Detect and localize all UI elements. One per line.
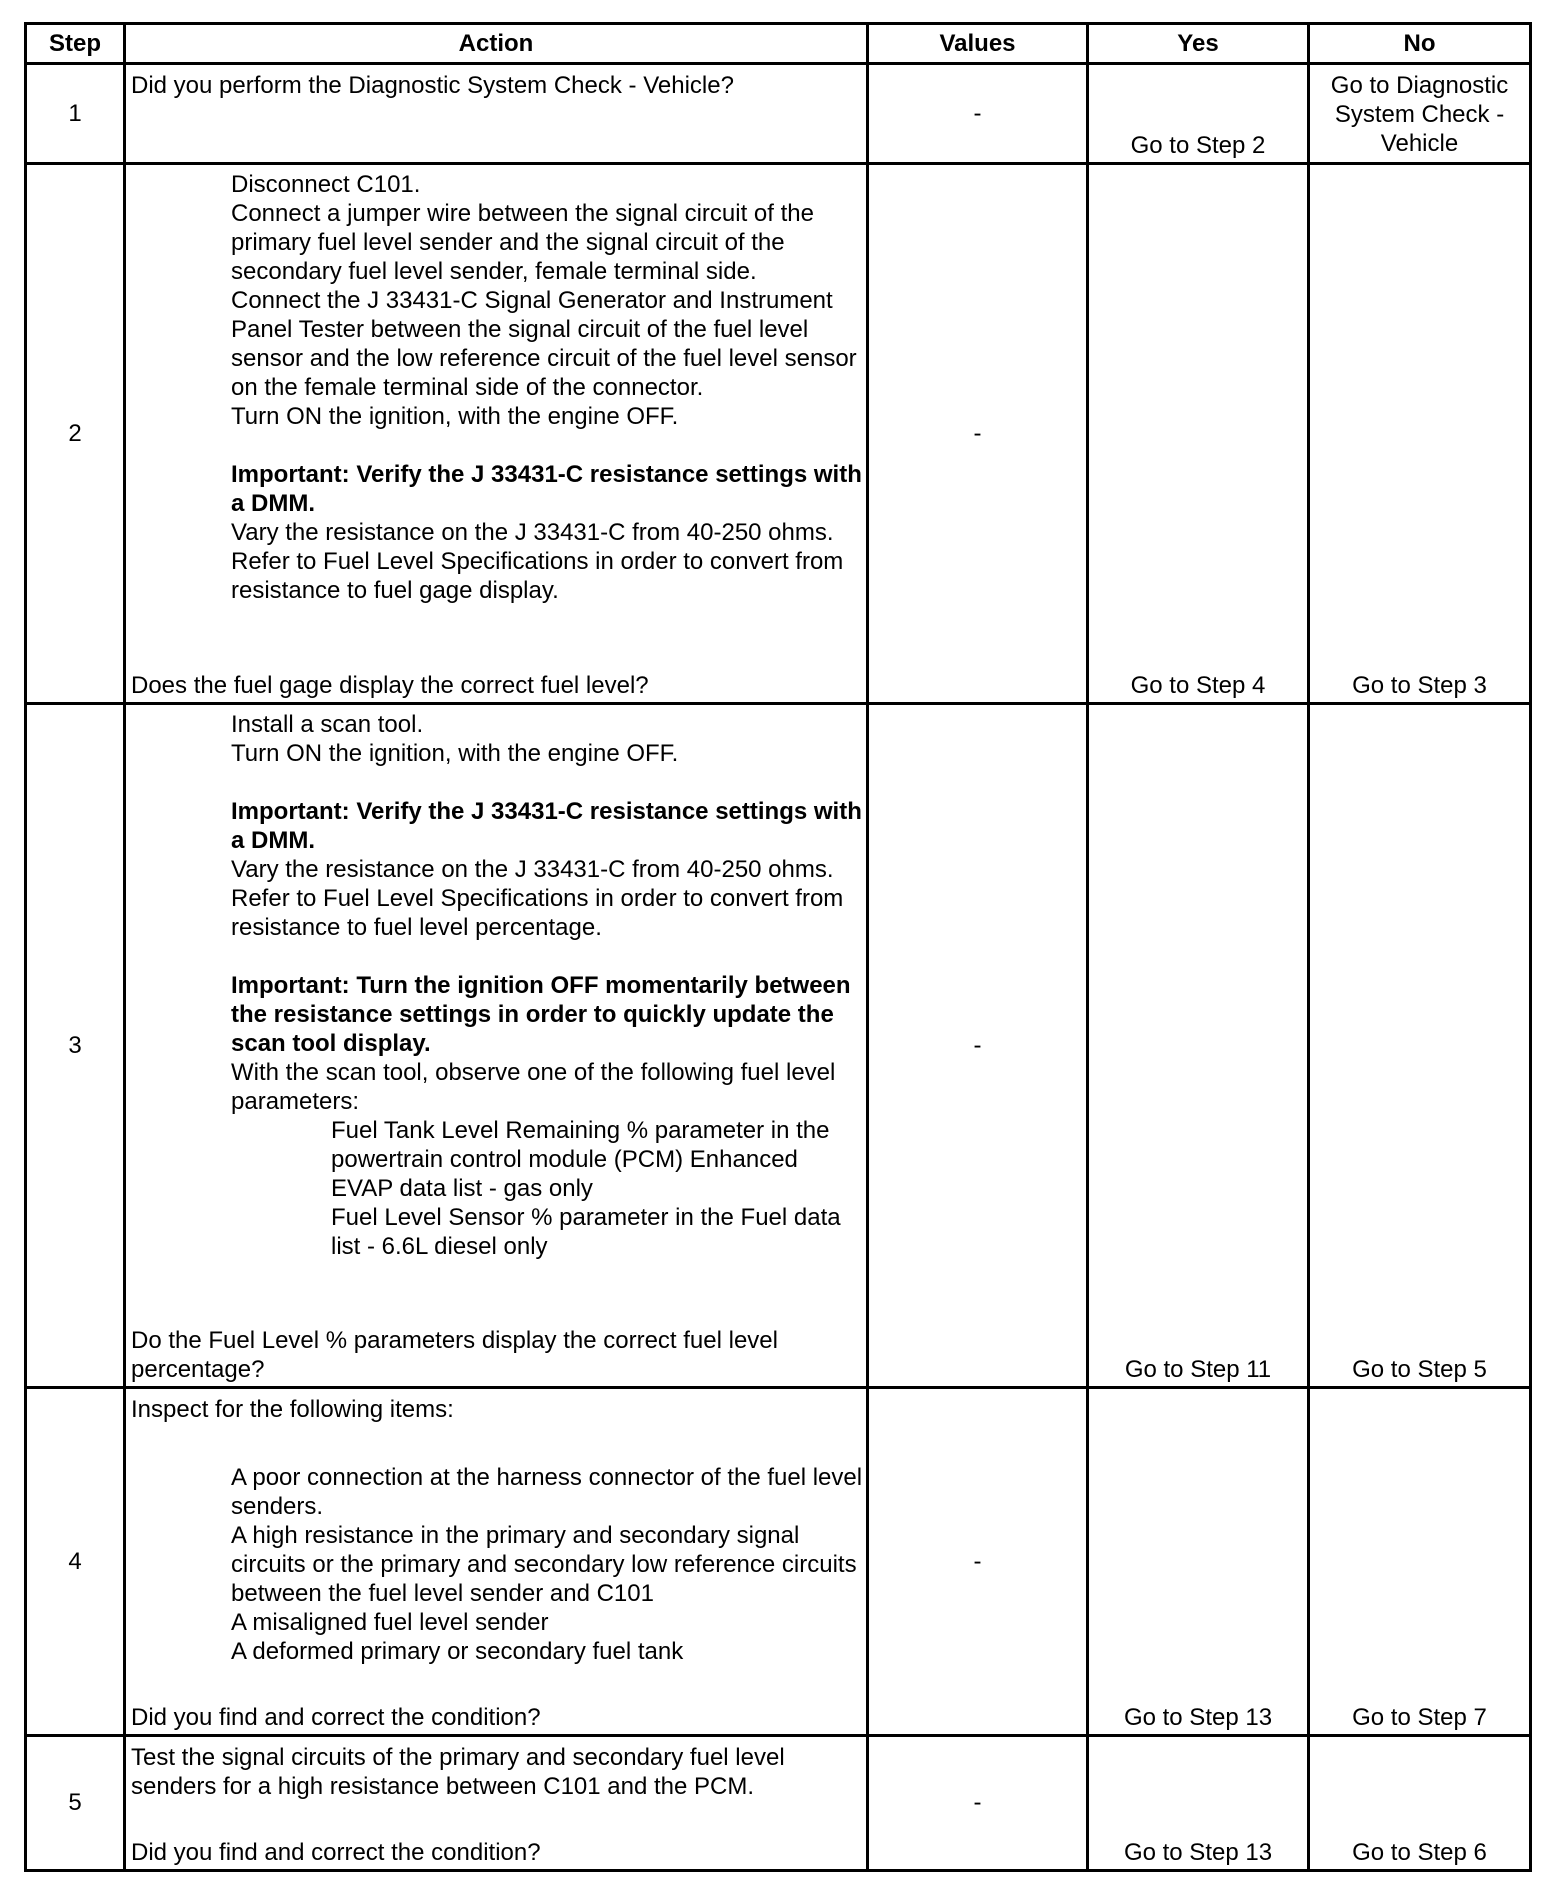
yes-cell (1088, 164, 1309, 704)
step-number: 1 (26, 64, 125, 164)
value-cell: - (868, 1388, 1088, 1736)
step-number: 3 (26, 704, 125, 1388)
table-row-step-4 (26, 1388, 1531, 1736)
instruction-line: Turn ON the ignition, with the engine OFF. (231, 403, 679, 430)
question-text: Did you find and correct the condition? (131, 1839, 541, 1866)
action-cell (125, 704, 868, 1388)
important-note: Important: Turn the ignition OFF momentarily between the resistance settings in order to quickly update the scan tool display. (231, 972, 851, 1057)
yes-cell (1088, 64, 1309, 164)
step-number: 5 (26, 1736, 125, 1871)
inspection-item: A deformed primary or secondary fuel tank (231, 1638, 684, 1665)
step-number: 2 (26, 164, 125, 704)
header-values: Values (868, 24, 1088, 64)
instruction-line: Refer to Fuel Level Specifications in order to convert from resistance to fuel level percentage. (231, 885, 844, 941)
diagnostic-table (24, 22, 1532, 1872)
no-cell (1309, 1736, 1531, 1871)
inspection-item: A misaligned fuel level sender (231, 1609, 549, 1636)
value-cell: - (868, 164, 1088, 704)
yes-goto-link[interactable]: Go to Step 13 (1123, 1839, 1273, 1866)
no-cell (1309, 164, 1531, 704)
value-cell: - (868, 64, 1088, 164)
no-cell (1309, 64, 1531, 164)
no-goto-link[interactable]: Go to Step 3 (1352, 672, 1487, 699)
action-text: Inspect for the following items: (131, 1396, 454, 1423)
important-note: Important: Verify the J 33431-C resistance settings with a DMM. (231, 461, 862, 517)
no-goto-link[interactable]: Go to Diagnostic System Check - Vehicle (1330, 72, 1509, 157)
no-cell (1309, 1388, 1531, 1736)
instruction-line: Refer to Fuel Level Specifications in order to convert from resistance to fuel gage display. (231, 548, 844, 604)
question-text: Did you find and correct the condition? (131, 1704, 541, 1731)
value-cell: - (868, 704, 1088, 1388)
yes-goto-link[interactable]: Go to Step 4 (1130, 672, 1266, 699)
instruction-line: Connect a jumper wire between the signal circuit of the primary fuel level sender and the signal circuit of the secondary fuel level sender, female terminal side. (231, 200, 814, 285)
action-cell (125, 1736, 868, 1871)
parameter-item: Fuel Level Sensor % parameter in the Fuel data list - 6.6L diesel only (331, 1204, 841, 1260)
inspection-item: A high resistance in the primary and secondary signal circuits or the primary and secondary low reference circuits between the fuel level sender and C101 (231, 1522, 857, 1607)
value-cell: - (868, 1736, 1088, 1871)
instruction-line: Vary the resistance on the J 33431-C from 40-250 ohms. (231, 856, 834, 883)
instruction-line: Disconnect C101. (231, 171, 421, 198)
header-no: No (1309, 24, 1531, 64)
instruction-line: With the scan tool, observe one of the following fuel level parameters: (231, 1059, 836, 1115)
action-cell (125, 164, 868, 704)
question-text: Does the fuel gage display the correct fuel level? (131, 672, 649, 699)
yes-cell (1088, 1736, 1309, 1871)
yes-goto-link[interactable]: Go to Step 2 (1130, 132, 1266, 159)
question-text: Do the Fuel Level % parameters display the correct fuel level percentage? (131, 1327, 778, 1383)
action-cell (125, 1388, 868, 1736)
table-row-step-2 (26, 164, 1531, 704)
action-cell (125, 64, 868, 164)
header-step: Step (26, 24, 125, 64)
no-goto-link[interactable]: Go to Step 7 (1352, 1704, 1487, 1731)
no-goto-link[interactable]: Go to Step 5 (1352, 1356, 1487, 1383)
step-number: 4 (26, 1388, 125, 1736)
action-text: Did you perform the Diagnostic System Check - Vehicle? (131, 72, 734, 99)
no-cell (1309, 704, 1531, 1388)
action-text: Test the signal circuits of the primary and secondary fuel level senders for a high resistance between C101 and the PCM. (131, 1744, 785, 1800)
yes-cell (1088, 704, 1309, 1388)
parameter-item: Fuel Tank Level Remaining % parameter in the powertrain control module (PCM) Enhanced EVAP data list - gas only (331, 1117, 830, 1202)
header-yes: Yes (1088, 24, 1309, 64)
inspection-item: A poor connection at the harness connector of the fuel level senders. (231, 1464, 863, 1520)
table-row-step-5 (26, 1736, 1531, 1871)
no-goto-link[interactable]: Go to Step 6 (1352, 1839, 1487, 1866)
table-row-step-3 (26, 704, 1531, 1388)
instruction-line: Vary the resistance on the J 33431-C from 40-250 ohms. (231, 519, 834, 546)
yes-goto-link[interactable]: Go to Step 11 (1124, 1356, 1272, 1383)
instruction-line: Turn ON the ignition, with the engine OFF. (231, 740, 679, 767)
table-row-step-1 (26, 64, 1531, 164)
header-row (26, 24, 1531, 64)
header-action: Action (125, 24, 868, 64)
instruction-line: Install a scan tool. (231, 711, 424, 738)
instruction-line: Connect the J 33431-C Signal Generator and Instrument Panel Tester between the signal circuit of the fuel level sensor and the low reference circuit of the fuel level sensor on the female terminal side of the connector. (231, 287, 857, 401)
yes-goto-link[interactable]: Go to Step 13 (1123, 1704, 1273, 1731)
yes-cell (1088, 1388, 1309, 1736)
important-note: Important: Verify the J 33431-C resistance settings with a DMM. (231, 798, 862, 854)
